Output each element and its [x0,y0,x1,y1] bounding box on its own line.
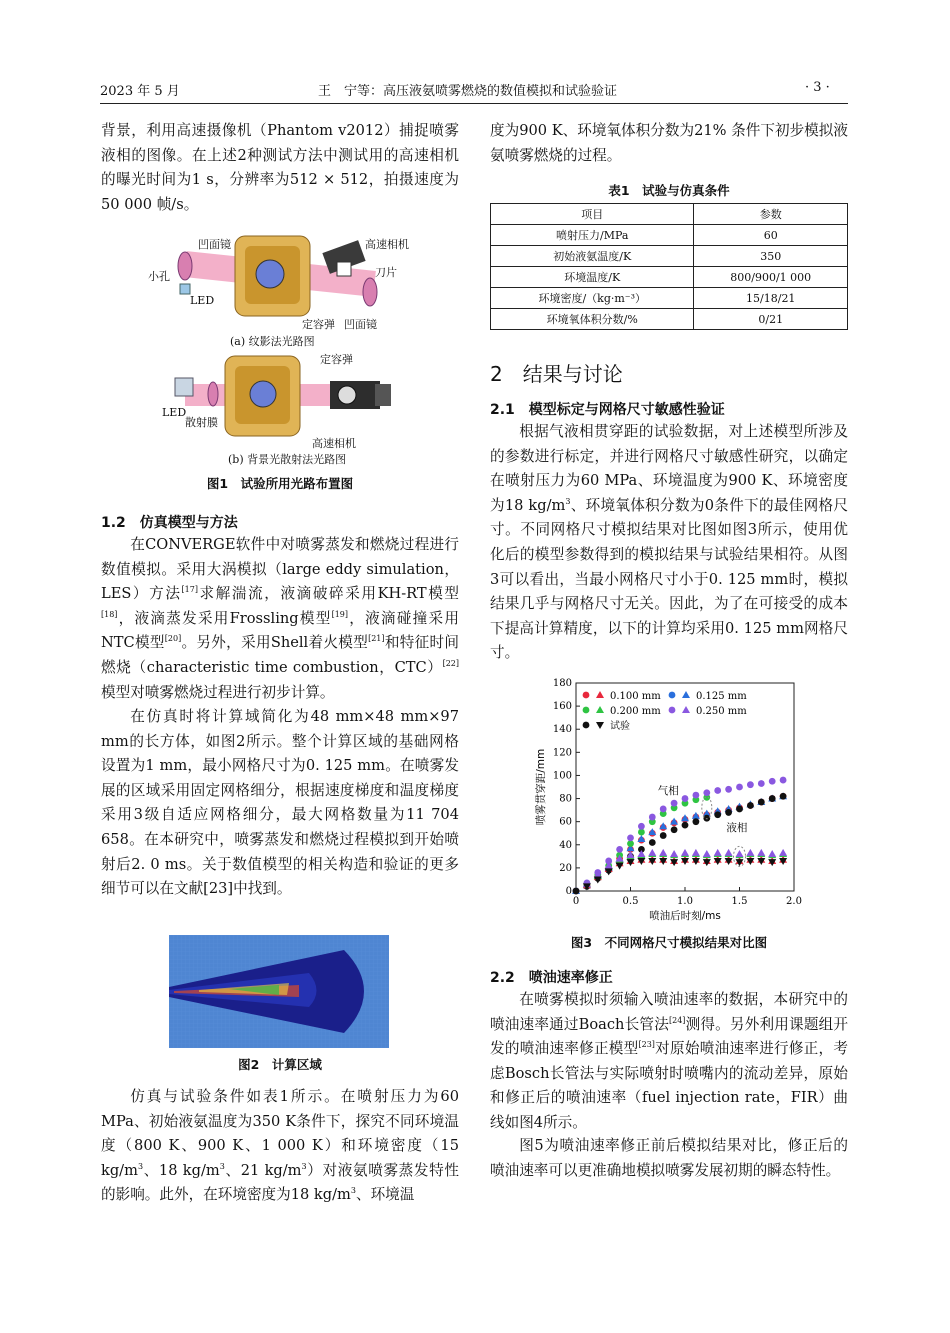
data-point [681,849,689,856]
table-1 [490,203,848,330]
y-tick-label: 40 [559,839,572,851]
data-point [736,806,743,813]
ref-17: [17] [181,585,198,595]
data-point [725,809,732,816]
r-p2-seg-a: 根据气液相贯穿距的试验数据，对上述模型所涉及的参数进行标定，并进行网格尺寸敏感性研究，以确定在喷射压力为60 MPa、环境温度为900 K、环境密度为18 kg/m [490,423,848,514]
ref-18: [18] [101,609,118,619]
section-2-1-heading: 2.1 模型标定与网格尺寸敏感性验证 [490,402,725,418]
legend-marker [596,691,604,698]
y-tick-label: 100 [552,770,572,782]
p2-seg-c: ，液滴蒸发采用Frossling模型 [117,609,332,627]
legend-marker [583,722,590,729]
data-point [714,849,722,856]
fig1-label-vessel-b: 定容弹 [320,353,353,366]
x-tick-label: 0 [572,896,580,907]
table-row [491,288,848,309]
data-point [758,780,765,787]
data-point [649,814,656,821]
p4-seg-e: 、环境温 [355,1186,415,1204]
table-header-row [491,204,848,225]
table-row [491,246,848,267]
ref-23: [23] [638,1040,655,1050]
fig1-label-led-a: LED [190,294,215,307]
header-page: · 3 · [805,80,830,95]
fig1-label-pinhole: 小孔 [148,270,170,283]
annotation-liquid: 液相 [726,821,748,834]
data-point [780,777,787,784]
figure-2-caption: 图2 计算区域 [238,1057,322,1072]
data-point [736,850,744,857]
ref-24: [24] [668,1015,686,1025]
fig1-sub-a: (a) 纹影法光路图 [230,335,315,348]
y-tick-label: 180 [552,678,572,689]
left-paragraph-4 [101,1085,459,1208]
right-paragraph-3 [490,988,848,1136]
data-point [779,849,787,856]
legend-label: 0.125 mm [696,691,747,702]
table-cell: 15/18/21 [694,288,848,309]
p2-seg-f: 和特征时间燃烧（characteristic time combustion，CTC） [101,634,459,676]
data-point [648,849,656,856]
fig1-label-camera-a: 高速相机 [365,238,409,251]
annotation-gas: 气相 [657,784,679,797]
data-point [757,849,765,856]
table-cell: 350 [694,246,848,267]
data-point [758,799,765,806]
p2-seg-a: 在CONVERGE软件中对喷雾蒸发和燃烧过程进行数值模拟。采用大涡模拟（large eddy simulation，LES）方法 [101,536,459,603]
data-point [747,781,754,788]
p4-seg-d: ）对液氨喷雾蒸发特性的影响。此外，在环境密度为18 kg/m [101,1161,459,1204]
p4-seg-b: 、18 kg/m [143,1161,220,1179]
ref-22: [22] [442,659,459,669]
ref-20: [20] [164,634,182,644]
data-point [616,846,623,853]
data-point [649,839,656,846]
data-point [725,849,733,856]
x-axis-label: 喷油后时刻/ms [649,910,721,922]
data-point [714,787,721,794]
figure-2-domain [169,935,389,1048]
table-row [491,309,848,330]
data-point [780,793,787,800]
sup-3-b: 3 [219,1161,225,1171]
data-point [693,818,700,825]
data-point [747,802,754,809]
y-tick-label: 20 [559,862,572,874]
legend-marker [596,722,604,729]
table-cell: 60 [694,225,848,246]
data-point [746,849,754,856]
x-tick-label: 2.0 [786,896,802,907]
figure-3-caption: 图3 不同网格尺寸模拟结果对比图 [570,935,768,950]
fig1-label-concave-mirror-b: 凹面镜 [344,318,377,331]
legend-marker [669,692,676,699]
data-point [703,789,710,796]
header-date: 2023 年 5 月 [100,84,180,99]
r-p4-text: 图5为喷油速率修正前后模拟结果对比，修正后的喷油速率可以更准确地模拟喷雾发展初期的瞬态特性。 [490,1137,848,1179]
left-paragraph-1 [101,119,459,217]
data-point [660,832,667,839]
r-p3-seg-a: 在喷雾模拟时须输入喷油速率的数据，本研究中的喷油速率通过Boach长管法 [490,991,848,1033]
y-tick-label: 160 [552,701,572,713]
figure-1-caption: 图1 试验所用光路布置图 [206,476,354,491]
legend-marker [596,706,604,713]
table-row [491,225,848,246]
section-2-2-heading: 2.2 喷油速率修正 [490,970,613,986]
y-tick-label: 80 [559,793,572,805]
legend-label: 0.200 mm [610,706,661,717]
fig1-label-blade: 刀片 [375,266,397,279]
sup-3-d: 3 [350,1186,356,1196]
y-tick-label: 120 [552,747,572,759]
table-cell: 环境密度/（kg·m⁻³） [491,288,694,309]
fig1-sub-b: (b) 背景光散射法光路图 [228,453,347,466]
y-tick-label: 0 [565,886,572,897]
fig1-label-diffuser: 散射膜 [185,416,218,429]
right-p1-text: 度为900 K、环境氧体积分数为21% 条件下初步模拟液氨喷雾燃烧的过程。 [490,122,848,164]
table-cell: 0/21 [694,309,848,330]
p4-seg-a: 仿真与试验条件如表1所示。在喷射压力为60 MPa、初始液氨温度为350 K条件下，探究不同环境温度（800 K、900 K、1 000 K）和环境密度（15 kg/m [101,1088,459,1179]
data-point [768,850,776,857]
table-cell: 喷射压力/MPa [491,225,694,246]
left-paragraph-3 [101,705,459,902]
legend-label: 0.100 mm [610,691,661,702]
data-point [671,800,678,807]
legend-marker [682,691,690,698]
data-point [714,811,721,818]
left-paragraph-2 [101,533,459,705]
legend-marker [669,707,676,714]
x-tick-label: 1.5 [731,896,748,907]
header-title: 王 宁等：高压液氨喷雾燃烧的数值模拟和试验验证 [318,84,618,99]
data-point [769,778,776,785]
data-point [693,792,700,799]
legend-marker [583,692,590,699]
table-header-param: 参数 [694,204,848,225]
ref-19: [19] [331,609,348,619]
fig1-label-led-b: LED [162,406,187,419]
data-point [638,823,645,830]
data-point [682,822,689,829]
p2-seg-e: 。另外，采用Shell着火模型 [181,634,369,652]
p2-seg-d: ，液滴碰撞采用NTC模型 [101,609,459,652]
sup-3-e: 3 [565,496,571,506]
table-header-item: 项目 [491,204,694,225]
data-point [725,786,732,793]
ref-21: [21] [368,634,385,644]
p2-seg-b: 求解湍流，液滴破碎采用KH-RT模型 [197,585,460,603]
legend-marker [583,707,590,714]
fig1-label-concave-mirror-a: 凹面镜 [198,238,231,251]
data-point [671,826,678,833]
r-p3-seg-c: 对原始喷油速率进行修正，考虑Bosch长管法与实际喷射时喷嘴内的流动差异，原始和修正后的喷油速率（fuel injection rate，FIR）曲线如图4所示。 [490,1040,848,1131]
data-point [736,784,743,791]
x-tick-label: 1.0 [677,896,693,907]
section-2-heading: 2 结果与讨论 [490,362,623,386]
data-point [703,850,711,857]
figure-3-chart [530,675,810,925]
table-cell: 初始液氨温度/K [491,246,694,267]
y-tick-label: 60 [559,816,572,828]
data-point [660,806,667,813]
right-paragraph-1 [490,119,848,168]
data-point [692,849,700,856]
data-point [659,849,667,856]
data-point [627,834,634,841]
right-paragraph-4 [490,1134,848,1183]
right-paragraph-2 [490,420,848,666]
sup-3-c: 3 [301,1161,307,1171]
legend-label: 试验 [610,721,630,732]
data-point [682,795,689,802]
r-p2-seg-b: 、环境氧体积分数为0条件下的最佳网格尺寸。不同网格尺寸模拟结果对比图如图3所示，使用优化后的模型参数得到的模拟结果与试验结果相符。从图3可以看出，当最小网格尺寸小于0. 125 mm时，模拟结果几乎与网格尺寸无关。因此，为了在可接受的成本下提高计算精度，以下的计算均采用0. 125 mm网格尺寸。 [490,496,848,662]
legend-label: 0.250 mm [696,706,747,717]
fig1-label-vessel-a: 定容弹 [302,318,335,331]
fig1-label-camera-b: 高速相机 [312,437,356,450]
header-rule [100,103,848,104]
legend-marker [682,706,690,713]
r-p3-seg-b: 测得。另外利用课题组开发的喷油速率修正模型 [490,1015,848,1058]
left-p1-text: 背景，利用高速摄像机（Phantom v2012）捕捉喷雾液相的图像。在上述2种测试方法中测试用的高速相机的曝光时间为1 s，分辨率为512 × 512，拍摄速度为50 000 帧/s。 [101,122,459,213]
data-point [573,888,580,895]
data-point [670,850,678,857]
p3-text: 在仿真时将计算域简化为48 mm×48 mm×97 mm的长方体，如图2所示。整个计算区域的基础网格设置为1 mm，最小网格尺寸为0. 125 mm。在喷雾发展的区域采用固定网格细分，根据速度梯度和温度梯度采用3级自适应网格细分，最大网格数量为11 704 658。在本研究中，喷雾蒸发和燃烧过程模拟到开始喷射后2. 0 ms。关于数值模型的相关构造和验证的更多细节可以在文献[23]中找到。 [101,708,459,898]
table-cell: 环境氧体积分数/% [491,309,694,330]
p2-seg-g: 模型对喷雾燃烧过程进行初步计算。 [101,683,335,701]
x-tick-label: 0.5 [622,896,639,907]
y-axis-label: 喷雾贯穿距/mm [535,748,547,826]
table-cell: 800/900/1 000 [694,267,848,288]
table-1-caption: 表1 试验与仿真条件 [608,183,730,198]
data-point [703,815,710,822]
p4-seg-c: 、21 kg/m [224,1161,302,1179]
y-tick-label: 140 [552,724,572,736]
section-1-2-heading: 1.2 仿真模型与方法 [101,515,238,531]
table-cell: 环境温度/K [491,267,694,288]
table-row [491,267,848,288]
data-point [769,795,776,802]
sup-3-a: 3 [137,1161,144,1171]
